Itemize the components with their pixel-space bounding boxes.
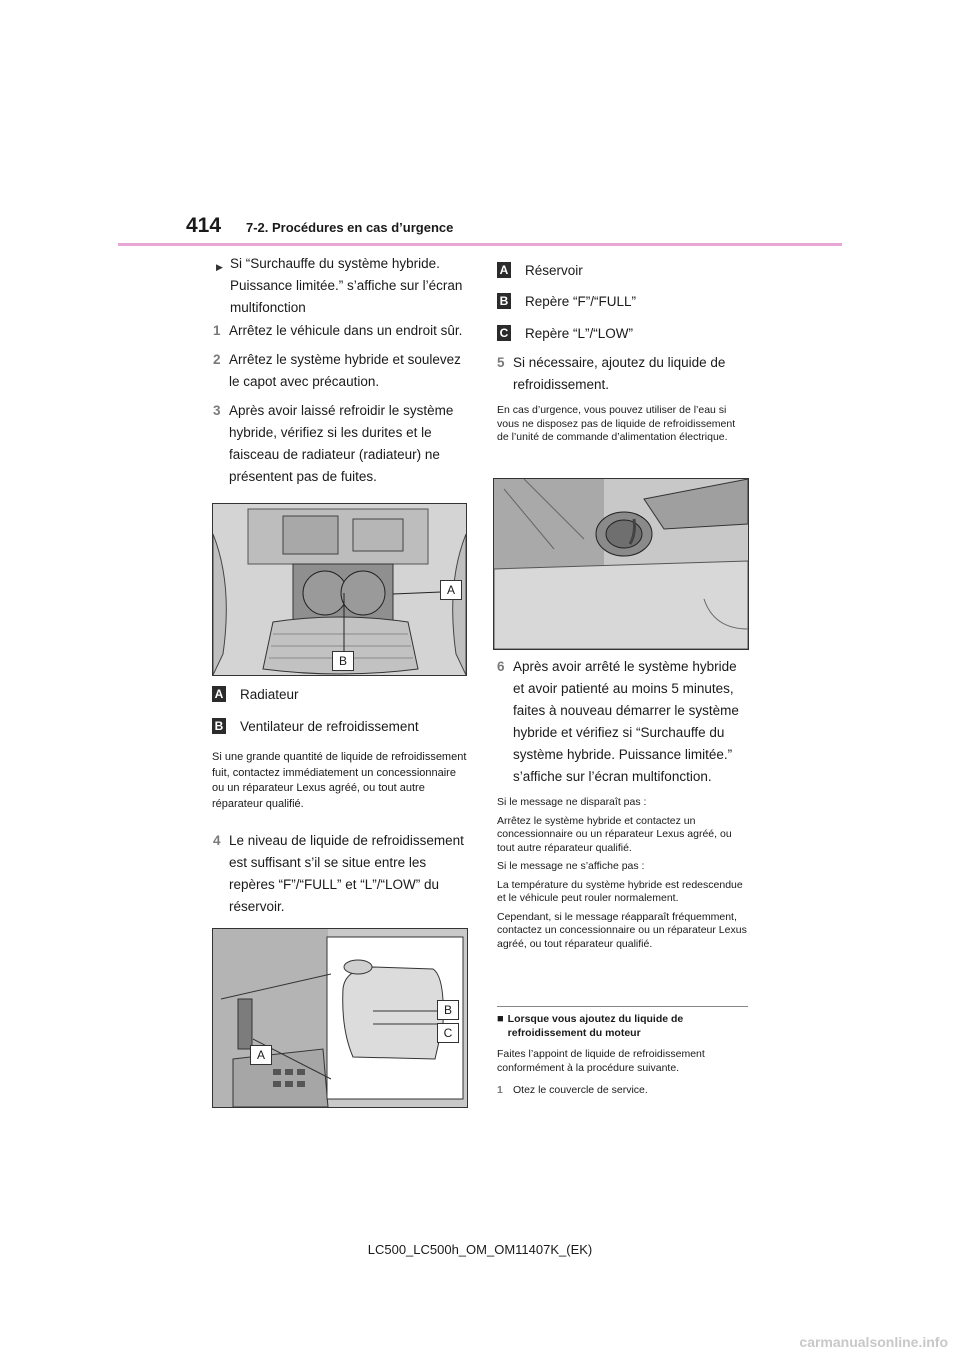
fig2-callout-b: B [437, 1000, 459, 1020]
fig2-callout-a: A [250, 1045, 272, 1065]
label-full-mark: B Repère “F”/“FULL” [497, 293, 636, 309]
step-6: 6 Après avoir arrêté le système hybride et avoir patienté au moins 5 minutes, faites à nouveau démarrer le système hybride et vérifiez si “Surchauffe du système hybride. Puissance limitée.” s’affiche sur l’écran multifonction. [497, 659, 739, 784]
subsection-divider [497, 1006, 748, 1007]
sub-step-1: 1 Otez le couvercle de service. [497, 1084, 648, 1096]
pouring-figure [493, 478, 749, 650]
step-3: 3 Après avoir laissé refroidir le système hybride, vérifiez si les durites et le faisceau de radiateur (radiateur) ne présentent pas de fuites. [213, 403, 454, 484]
label-fan: B Ventilateur de refroidissement [212, 718, 419, 734]
subsection-heading: ■ Lorsque vous ajoutez du liquide de refroidissement du moteur [497, 1013, 684, 1039]
fig2-callout-c: C [437, 1023, 459, 1043]
subsection-text: Faites l’appoint de liquide de refroidissement conformément à la procédure suivante. [497, 1048, 705, 1074]
step-2: 2 Arrêtez le système hybride et soulevez le capot avec précaution. [213, 352, 461, 389]
reservoir-illustration [213, 929, 467, 1107]
engine-bay-illustration [213, 504, 466, 675]
label-low-mark: C Repère “L”/“LOW” [497, 325, 633, 341]
watermark: carmanualsonline.info [799, 1334, 948, 1350]
page-number: 414 [186, 214, 222, 237]
msg1-title: Si le message ne disparaît pas : [497, 796, 647, 808]
step-5: 5 Si nécessaire, ajoutez du liquide de refroidissement. [497, 355, 726, 392]
step-1: 1 Arrêtez le véhicule dans un endroit sûr. [213, 323, 463, 338]
fig1-callout-b: B [332, 651, 354, 671]
section-title: 7-2. Procédures en cas d’urgence [246, 220, 454, 235]
leak-note: Si une grande quantité de liquide de refroidissement fuit, contactez immédiatement un concessionnaire ou un réparateur Lexus agréé, ou tout autre réparateur qualifié. [212, 751, 467, 810]
bullet-text: Si “Surchauffe du système hybride. Puissance limitée.” s’affiche sur l’écran multifonction [230, 256, 463, 315]
label-radiator: A Radiateur [212, 686, 299, 702]
bullet-item [216, 253, 466, 319]
square-bullet-icon: ■ [497, 1013, 504, 1025]
triangle-bullet-icon: ▶ [216, 262, 223, 272]
label-reservoir: A Réservoir [497, 262, 583, 278]
pouring-illustration [494, 479, 748, 649]
reservoir-figure [212, 928, 468, 1108]
step-4: 4 Le niveau de liquide de refroidissement est suffisant s’il se situe entre les repères “F”/“FULL” et “L”/“LOW” du réservoir. [213, 833, 464, 914]
footer-code: LC500_LC500h_OM_OM11407K_(EK) [367, 1242, 593, 1257]
msg1-text: Arrêtez le système hybride et contactez un concessionnaire ou un réparateur Lexus agréé, ou tout autre réparateur qualifié. [497, 814, 732, 854]
message-notes [497, 796, 749, 951]
msg2-text: La température du système hybride est redescendue et le véhicule peut rouler normalement. [497, 878, 743, 904]
header-divider [118, 243, 842, 246]
msg2-title: Si le message ne s’affiche pas : [497, 860, 645, 872]
water-note: En cas d’urgence, vous pouvez utiliser de l’eau si vous ne disposez pas de liquide de refroidissement de l’unité de commande d’alimentation électrique. [497, 404, 736, 443]
fig1-callout-a: A [440, 580, 462, 600]
msg3-text: Cependant, si le message réapparaît fréquemment, contactez un concessionnaire ou un réparateur Lexus agréé, ou tout réparateur qualifié. [497, 910, 747, 950]
